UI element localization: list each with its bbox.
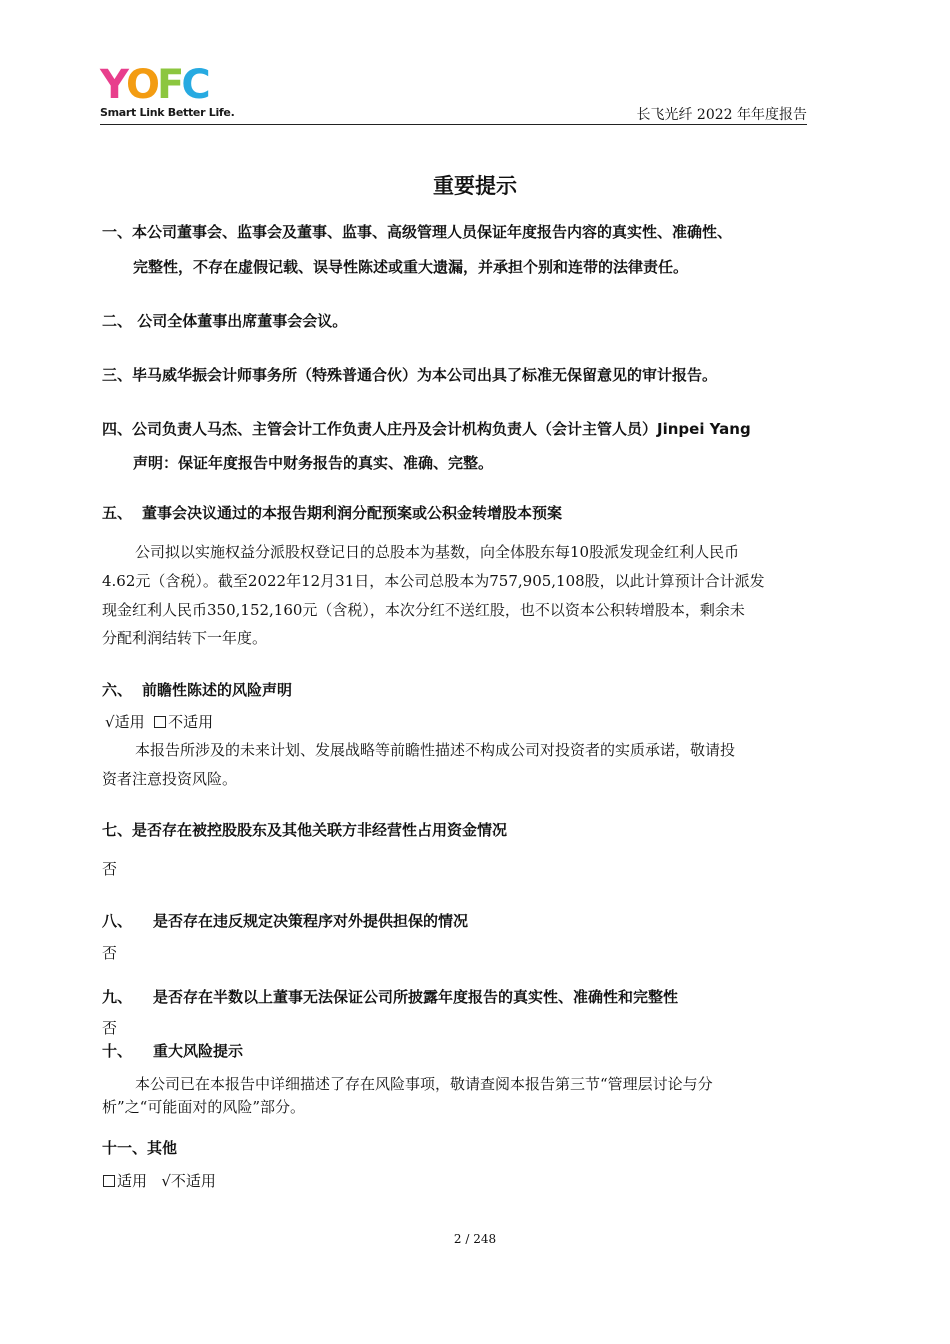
item-one-line1: 一、本公司董事会、监事会及董事、监事、高级管理人员保证年度报告内容的真实性、准确性、 (102, 223, 733, 241)
item-nine-number: 九、 (102, 988, 133, 1006)
header-divider (100, 124, 807, 125)
option-applicable-label: 适用 (117, 1172, 148, 1190)
item-ten-para-line: 析”之“可能面对的风险”部分。 (102, 1098, 306, 1116)
checkbox-unchecked-icon (103, 1175, 115, 1187)
check-mark-icon: √ (105, 713, 115, 731)
item-two: 二、 公司全体董事出席董事会会议。 (102, 312, 348, 330)
option-applicable-label: 适用 (114, 713, 145, 731)
page-title: 重要提示 (433, 174, 517, 198)
item-four-line2: 声明：保证年度报告中财务报告的真实、准确、完整。 (133, 454, 494, 472)
item-five-para-line: 4.62元（含税）。截至2022年12月31日，本公司总股本为757,905,108股，以此计算预计合计派发 (102, 572, 765, 590)
page-number: 2 / 248 (453, 1232, 497, 1246)
logo-letter: F (156, 62, 182, 108)
item-six-heading: 前瞻性陈述的风险声明 (142, 681, 293, 699)
checkbox-unchecked-icon (154, 716, 166, 728)
logo-letter: C (181, 62, 208, 108)
item-one-line2: 完整性，不存在虚假记载、误导性陈述或重大遗漏，并承担个别和连带的法律责任。 (133, 258, 689, 276)
item-ten-heading: 重大风险提示 (153, 1042, 244, 1060)
item-five-para-line: 分配利润结转下一年度。 (102, 629, 268, 647)
logo-letter: O (125, 62, 157, 108)
item-six-para-line: 本报告所涉及的未来计划、发展战略等前瞻性描述不构成公司对投资者的实质承诺，敬请投 (135, 741, 736, 759)
item-ten-number: 十、 (102, 1042, 133, 1060)
item-eight-number: 八、 (102, 912, 133, 930)
item-seven-answer: 否 (102, 860, 118, 878)
item-seven-heading: 七、是否存在被控股股东及其他关联方非经营性占用资金情况 (102, 821, 508, 839)
item-six-options (105, 711, 213, 732)
logo-wordmark (100, 62, 232, 108)
option-not-applicable-label: 不适用 (170, 1172, 216, 1190)
yofc-logo (100, 62, 235, 122)
report-title: 长飞光纤 2022 年年度报告 (636, 107, 807, 123)
item-four-line1: 四、公司负责人马杰、主管会计工作负责人庄丹及会计机构负责人（会计主管人员）Jinpei Yang (102, 420, 751, 438)
item-nine-heading: 是否存在半数以上董事无法保证公司所披露年度报告的真实性、准确性和完整性 (153, 988, 679, 1006)
check-mark-icon: √ (161, 1172, 171, 1190)
option-not-applicable-label: 不适用 (168, 713, 214, 731)
item-five-para-line: 公司拟以实施权益分派股权登记日的总股本为基数，向全体股东每10股派发现金红利人民币 (135, 543, 740, 561)
item-ten-para-line: 本公司已在本报告中详细描述了存在风险事项，敬请查阅本报告第三节“管理层讨论与分 (135, 1075, 713, 1093)
item-eleven-heading: 十一、其他 (102, 1139, 178, 1157)
item-three: 三、毕马威华振会计师事务所（特殊普通合伙）为本公司出具了标准无保留意见的审计报告。 (102, 366, 718, 384)
logo-letter: Y (100, 62, 126, 108)
item-five-number: 五、 (102, 504, 133, 522)
logo-tagline: Smart Link Better Life. (100, 106, 235, 119)
item-eleven-options (103, 1170, 216, 1191)
item-nine-answer: 否 (102, 1019, 118, 1037)
item-eight-answer: 否 (102, 944, 118, 962)
item-six-number: 六、 (102, 681, 133, 699)
item-six-para-line: 资者注意投资风险。 (102, 770, 238, 788)
item-five-para-line: 现金红利人民币350,152,160元（含税），本次分红不送红股，也不以资本公积转增股本，剩余未 (102, 601, 745, 619)
item-eight-heading: 是否存在违反规定决策程序对外提供担保的情况 (153, 912, 469, 930)
item-five-heading: 董事会决议通过的本报告期利润分配预案或公积金转增股本预案 (142, 504, 563, 522)
